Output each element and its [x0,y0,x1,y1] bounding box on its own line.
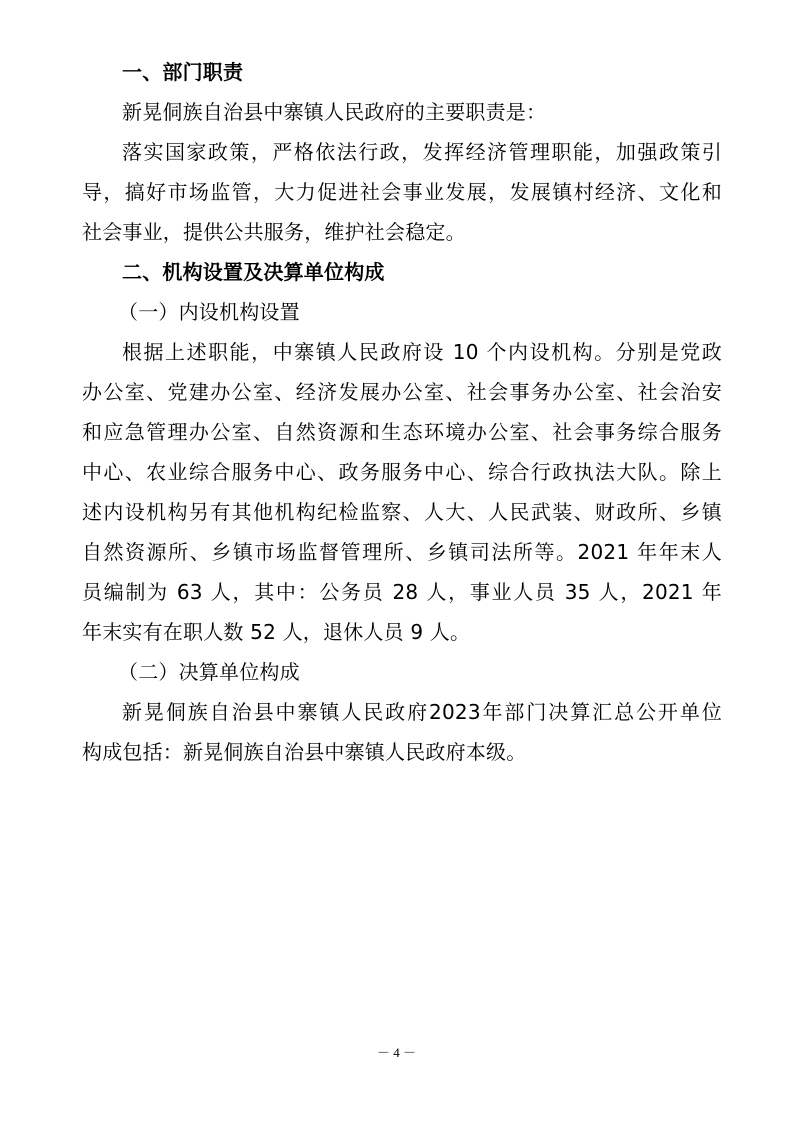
duties-line-1: 落实国家政策，严格依法行政，发挥经济管理职能，加强政策引 [122,140,722,164]
duties-line-3: 社会事业，提供公共服务，维护社会稳定。 [82,220,466,244]
duties-intro: 新晃侗族自治县中寨镇人民政府的主要职责是： [122,100,547,124]
page-number: － 4 － [376,1045,416,1060]
internal-units-line-5: 述内设机构另有其他机构纪检监察、人大、人民武装、财政所、乡镇 [82,500,722,524]
internal-units-line-6: 自然资源所、乡镇市场监督管理所、乡镇司法所等。2021 年年末人 [82,540,722,564]
duties-line-2: 导，搞好市场监管，大力促进社会事业发展，发展镇村经济、文化和 [82,180,722,204]
internal-units-line-1: 根据上述职能，中寨镇人民政府设 10 个内设机构。分别是党政 [122,340,722,364]
internal-units-line-2: 办公室、党建办公室、经济发展办公室、社会事务办公室、社会治安 [82,380,722,404]
subheading-budget-units: （二）决算单位构成 [118,660,300,684]
section-heading-structure: 二、机构设置及决算单位构成 [122,260,385,284]
section-heading-duties: 一、部门职责 [122,60,244,84]
subheading-internal-units: （一）内设机构设置 [118,300,300,324]
internal-units-line-7: 员编制为 63 人，其中：公务员 28 人，事业人员 35 人，2021 年 [82,580,722,604]
budget-units-line-1: 新晃侗族自治县中寨镇人民政府2023年部门决算汇总公开单位 [122,700,722,724]
page-content [82,52,722,772]
internal-units-line-4: 中心、农业综合服务中心、政务服务中心、综合行政执法大队。除上 [82,460,722,484]
internal-units-line-3: 和应急管理办公室、自然资源和生态环境办公室、社会事务综合服务 [82,420,722,444]
internal-units-line-8: 年末实有在职人数 52 人，退休人员 9 人。 [82,620,471,644]
budget-units-line-2: 构成包括：新晃侗族自治县中寨镇人民政府本级。 [82,740,527,764]
